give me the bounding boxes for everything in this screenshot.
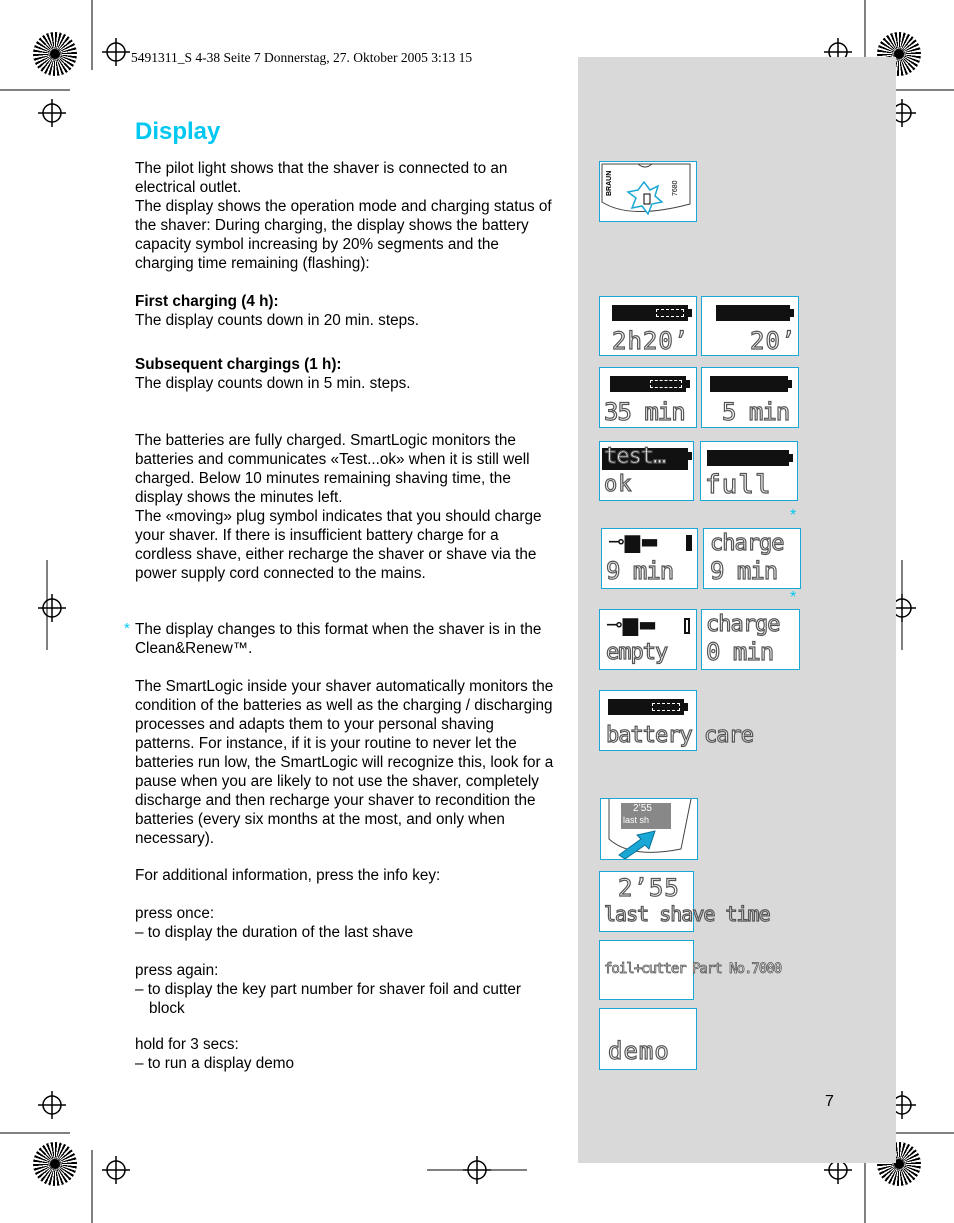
lcd-subsequent-35min (599, 367, 697, 428)
subsequent-charging-section (135, 355, 555, 393)
press-once-item: – to display the duration of the last shave (135, 924, 414, 941)
lcd-text-charge: charge (710, 531, 784, 556)
lcd-text-full: full (705, 470, 772, 500)
mini-display-time: 2’55 (633, 803, 652, 814)
device-brand: BRAUN (606, 170, 613, 196)
lcd-part-number (599, 940, 782, 1000)
page-title: Display (135, 118, 221, 145)
subsequent-charging-heading: Subsequent chargings (1 h): (135, 356, 342, 373)
lcd-text-part-no: Part No.7000 (692, 961, 782, 977)
mini-display-label: last sh (623, 815, 650, 825)
intro-text (135, 159, 555, 273)
first-charging-heading: First charging (4 h): (135, 293, 279, 310)
lcd-text-9min: 9 min (606, 557, 674, 585)
hold-item: – to run a display demo (135, 1055, 295, 1072)
lcd-text-255: 2’55 (618, 874, 680, 902)
press-again-label: press again: (135, 962, 219, 979)
lcd-text-last-shave-time: last shave time (604, 902, 770, 926)
lcd-charge-0min (701, 609, 800, 670)
battery-empty-icon (684, 618, 690, 634)
intro-paragraph-1: The pilot light shows that the shaver is connected to an electrical outlet. (135, 160, 508, 196)
battery-low-icon (686, 535, 692, 551)
lcd-charge-9min (703, 528, 801, 589)
batteries-section (135, 431, 555, 583)
lcd-text-empty: empty (606, 640, 668, 665)
press-once-label: press once: (135, 905, 215, 922)
subsequent-charging-text: The display counts down in 5 min. steps. (135, 375, 411, 392)
clean-renew-note: The display changes to this format when the shaver is in the Clean&Renew™. (135, 621, 542, 657)
print-header: 5491311_S 4-38 Seite 7 Donnerstag, 27. Oktober 2005 3:13 15 (131, 50, 473, 65)
intro-paragraph-2: The display shows the operation mode and charging status of the shaver: During charging, the display shows the battery capacity symbol increasing by 20% segments and the charging time remaining (flashing): (135, 198, 552, 272)
lcd-text-35min: 35 min (604, 398, 685, 426)
shaver-pilot-light-illustration (599, 161, 697, 222)
plug-icon: ⊸▆▬ (606, 612, 658, 636)
smartlogic-paragraph: The SmartLogic inside your shaver automatically monitors the condition of the batteries as well as the charging / discharging processes and adapts them to your personal shaving patterns. For instance, if it is your routine to never let the batteries run low, the SmartLogic will recognize this, look for a pause when you are likely to not use the shaver, completely discharge and then recharge your shaver to recondition the batteries (every six months at the most, and only when necessary). (135, 678, 554, 847)
clean-renew-star-2: * (790, 589, 797, 606)
lcd-text-demo: demo (608, 1037, 670, 1065)
lcd-text-5min: 5 min (722, 398, 790, 426)
lcd-text-2h20: 2h20’ (612, 327, 690, 355)
plug-icon: ⊸▆▬ (608, 529, 660, 553)
lcd-first-charging-2h20 (599, 296, 697, 356)
lcd-text-20: 20’ (750, 327, 797, 355)
first-charging-text: The display counts down in 20 min. steps. (135, 312, 419, 329)
lcd-empty (599, 609, 697, 670)
lcd-test-ok (599, 441, 694, 501)
clean-renew-star-1: * (790, 507, 797, 524)
lcd-text-charge-2: charge (706, 612, 780, 637)
press-again-item: – to display the key part number for shaver foil and cutter block (135, 981, 522, 1017)
shaver-icon (600, 162, 696, 221)
note-asterisk: * (124, 620, 130, 637)
lcd-text-ok: ok (604, 472, 633, 497)
lcd-subsequent-5min (701, 367, 799, 428)
info-intro: For additional information, press the info key: (135, 867, 441, 884)
lcd-text-0min: 0 min (706, 638, 774, 666)
batteries-paragraph-1: The batteries are fully charged. SmartLogic monitors the batteries and communicates «Test...ok» when it is still well charged. Below 10 minutes remaining shaving time, the display shows the minutes left. (135, 432, 530, 506)
lcd-demo (599, 1008, 697, 1070)
lcd-text-9min-charge: 9 min (710, 557, 778, 585)
lcd-plug-9min (601, 528, 698, 589)
info-section (135, 866, 555, 1073)
lcd-first-charging-20 (701, 296, 799, 356)
lcd-text-battery-care: battery care (606, 723, 753, 748)
lcd-battery-care (599, 690, 753, 751)
first-charging-section (135, 292, 555, 330)
page-number: 7 (825, 1093, 834, 1110)
lcd-text-test: test… (604, 444, 666, 469)
hold-label: hold for 3 secs: (135, 1036, 239, 1053)
lcd-full (700, 441, 798, 501)
lcd-text-foil-cutter: foil+cutter (604, 961, 686, 977)
shaver-info-key-illustration (600, 798, 698, 860)
device-model: 7680 (672, 180, 679, 196)
lcd-last-shave-time (599, 871, 770, 932)
batteries-paragraph-2: The «moving» plug symbol indicates that you should charge your shaver. If there is insufficient battery charge for a cordless shave, either recharge the shaver or shave via the power supply cord connected to the mains. (135, 508, 542, 582)
